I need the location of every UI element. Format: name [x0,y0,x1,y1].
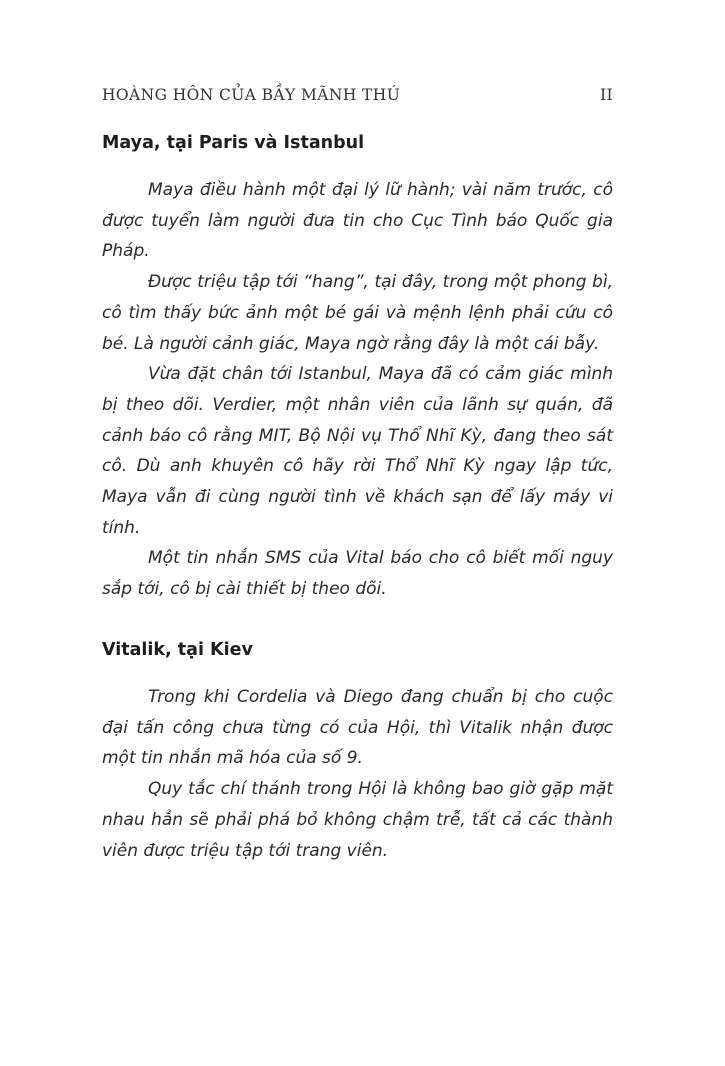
paragraph: Trong khi Cordelia và Diego đang chuẩn bị cho cuộc đại tấn công chưa từng có của Hội, thì Vitalik nhận được một tin nhắn mã hóa của số 9. [102,687,613,769]
running-head [102,86,613,110]
paragraph: Maya điều hành một đại lý lữ hành; vài năm trước, cô được tuyển làm người đưa tin cho Cục Tình báo Quốc gia Pháp. [102,180,613,262]
paragraph: Vừa đặt chân tới Istanbul, Maya đã có cảm giác mình bị theo dõi. Verdier, một nhân viên của lãnh sự quán, đã cảnh báo cô rằng MIT, Bộ Nội vụ Thổ Nhĩ Kỳ, đang theo sát cô. Dù anh khuyên cô hãy rời Thổ Nhĩ Kỳ ngay lập tức, Maya vẫn đi cùng người tình về khách sạn để lấy máy vi tính. [102,364,613,538]
paragraph: Một tin nhắn SMS của Vital báo cho cô biết mối nguy sắp tới, cô bị cài thiết bị theo dõi. [102,548,613,600]
section-heading-vitalik: Vitalik, tại Kiev [102,640,253,660]
section-body-vitalik [102,682,613,866]
running-head-title: HOÀNG HÔN CỦA BẦY MÃNH THÚ [102,86,401,104]
section-body-maya [102,175,613,605]
page-number: II [599,86,613,104]
paragraph: Quy tắc chí thánh trong Hội là không bao giờ gặp mặt nhau hẳn sẽ phải phá bỏ không chậm trễ, tất cả các thành viên được triệu tập tới trang viên. [102,779,613,861]
paragraph: Được triệu tập tới “hang”, tại đây, trong một phong bì, cô tìm thấy bức ảnh một bé gái và mệnh lệnh phải cứu cô bé. Là người cảnh giác, Maya ngờ rằng đây là một cái bẫy. [102,272,613,354]
section-heading-maya: Maya, tại Paris và Istanbul [102,133,365,153]
